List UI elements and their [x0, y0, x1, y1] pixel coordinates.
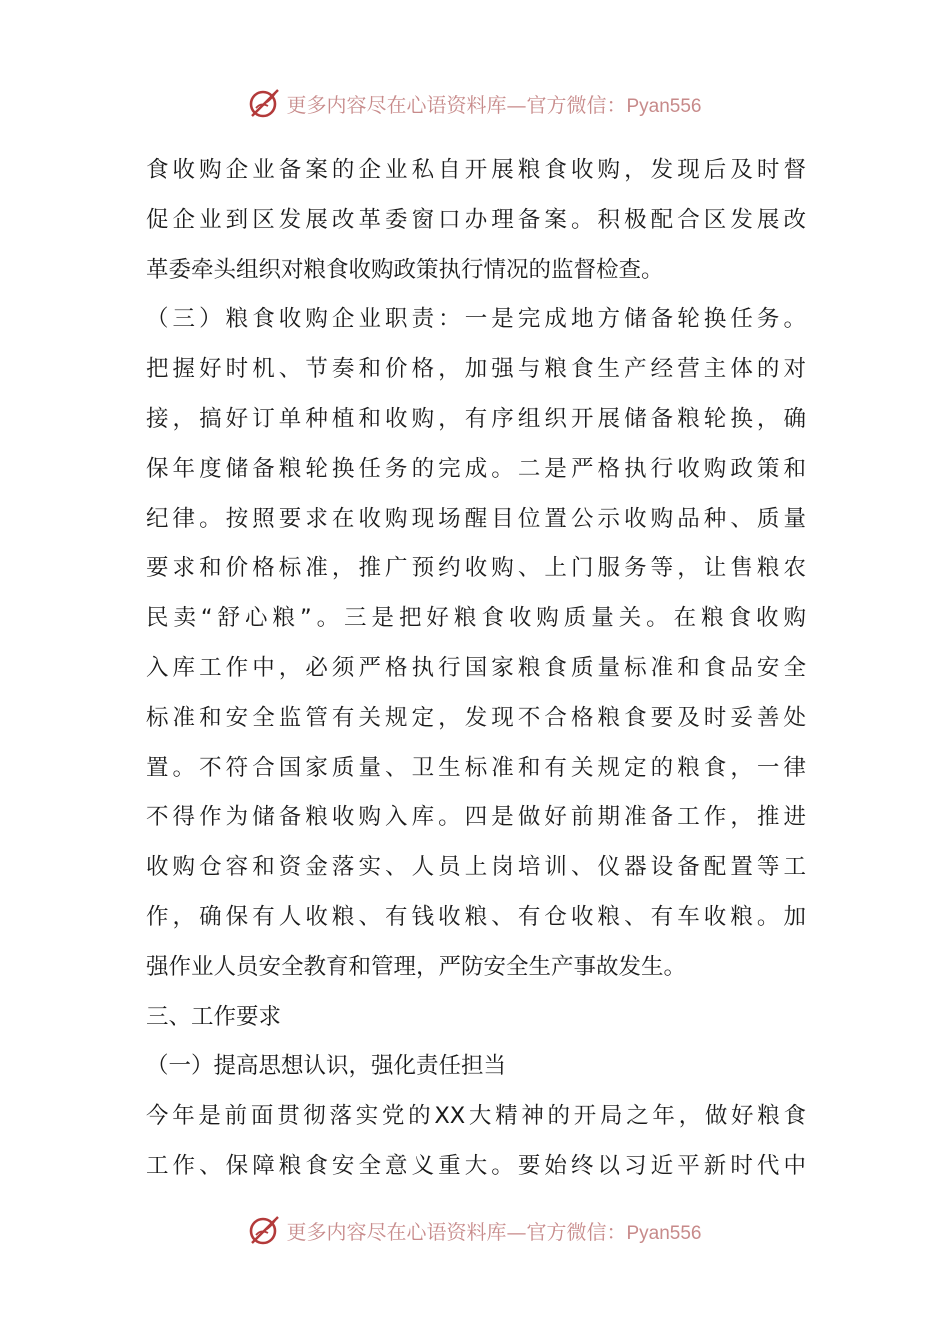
text-line: 要求和价格标准，推广预约收购、上门服务等，让售粮农 [146, 555, 806, 582]
text-line: 作，确保有人收粮、有钱收粮、有仓收粮、有车收粮。加 [146, 903, 806, 930]
text-line: 入库工作中，必须严格执行国家粮食质量标准和食品安全 [146, 654, 806, 681]
text-line: （三）粮食收购企业职责：一是完成地方储备轮换任务。 [146, 306, 806, 333]
text-line: 置。不符合国家质量、卫生标准和有关规定的粮食，一律 [146, 754, 806, 781]
text-line: 民卖“舒心粮”。三是把好粮食收购质量关。在粮食收购 [146, 605, 806, 632]
text-line: 今年是前面贯彻落实党的XX大精神的开局之年，做好粮食 [146, 1103, 806, 1130]
text-line: 革委牵头组织对粮食收购政策执行情况的监督检查。 [146, 256, 664, 283]
text-line: 三、工作要求 [146, 1003, 282, 1030]
text-line: 标准和安全监管有关规定，发现不合格粮食要及时妥善处 [146, 704, 806, 731]
document-body [146, 146, 806, 1192]
text-line: 强作业人员安全教育和管理，严防安全生产事故发生。 [146, 953, 687, 980]
watermark-label: 更多内容尽在心语资料库—官方微信： [286, 1219, 627, 1244]
watermark-label: 更多内容尽在心语资料库—官方微信： [286, 92, 627, 117]
text-line: （一）提高思想认识，强化责任担当 [146, 1053, 507, 1080]
quill-pen-logo-icon [248, 86, 282, 120]
watermark-text [286, 89, 701, 118]
text-line: 促企业到区发展改革委窗口办理备案。积极配合区发展改 [146, 206, 806, 233]
footer-watermark [0, 1210, 950, 1250]
watermark-text [286, 1216, 701, 1245]
text-line: 保年度储备粮轮换任务的完成。二是严格执行收购政策和 [146, 455, 806, 482]
quill-pen-logo-icon [248, 1213, 282, 1247]
text-line: 食收购企业备案的企业私自开展粮食收购，发现后及时督 [146, 157, 806, 183]
text-line: 不得作为储备粮收购入库。四是做好前期准备工作，推进 [146, 804, 806, 831]
text-line: 接，搞好订单种植和收购，有序组织开展储备粮轮换，确 [146, 405, 806, 432]
watermark-wechat-id: Pyan556 [626, 95, 702, 117]
text-line: 工作、保障粮食安全意义重大。要始终以习近平新时代中 [146, 1152, 806, 1179]
text-line: 纪律。按照要求在收购现场醒目位置公示收购品种、质量 [146, 505, 806, 532]
header-watermark [0, 83, 950, 123]
text-line: 把握好时机、节奏和价格，加强与粮食生产经营主体的对 [146, 356, 806, 383]
watermark-wechat-id: Pyan556 [626, 1222, 702, 1244]
text-line: 收购仓容和资金落实、人员上岗培训、仪器设备配置等工 [146, 854, 806, 881]
